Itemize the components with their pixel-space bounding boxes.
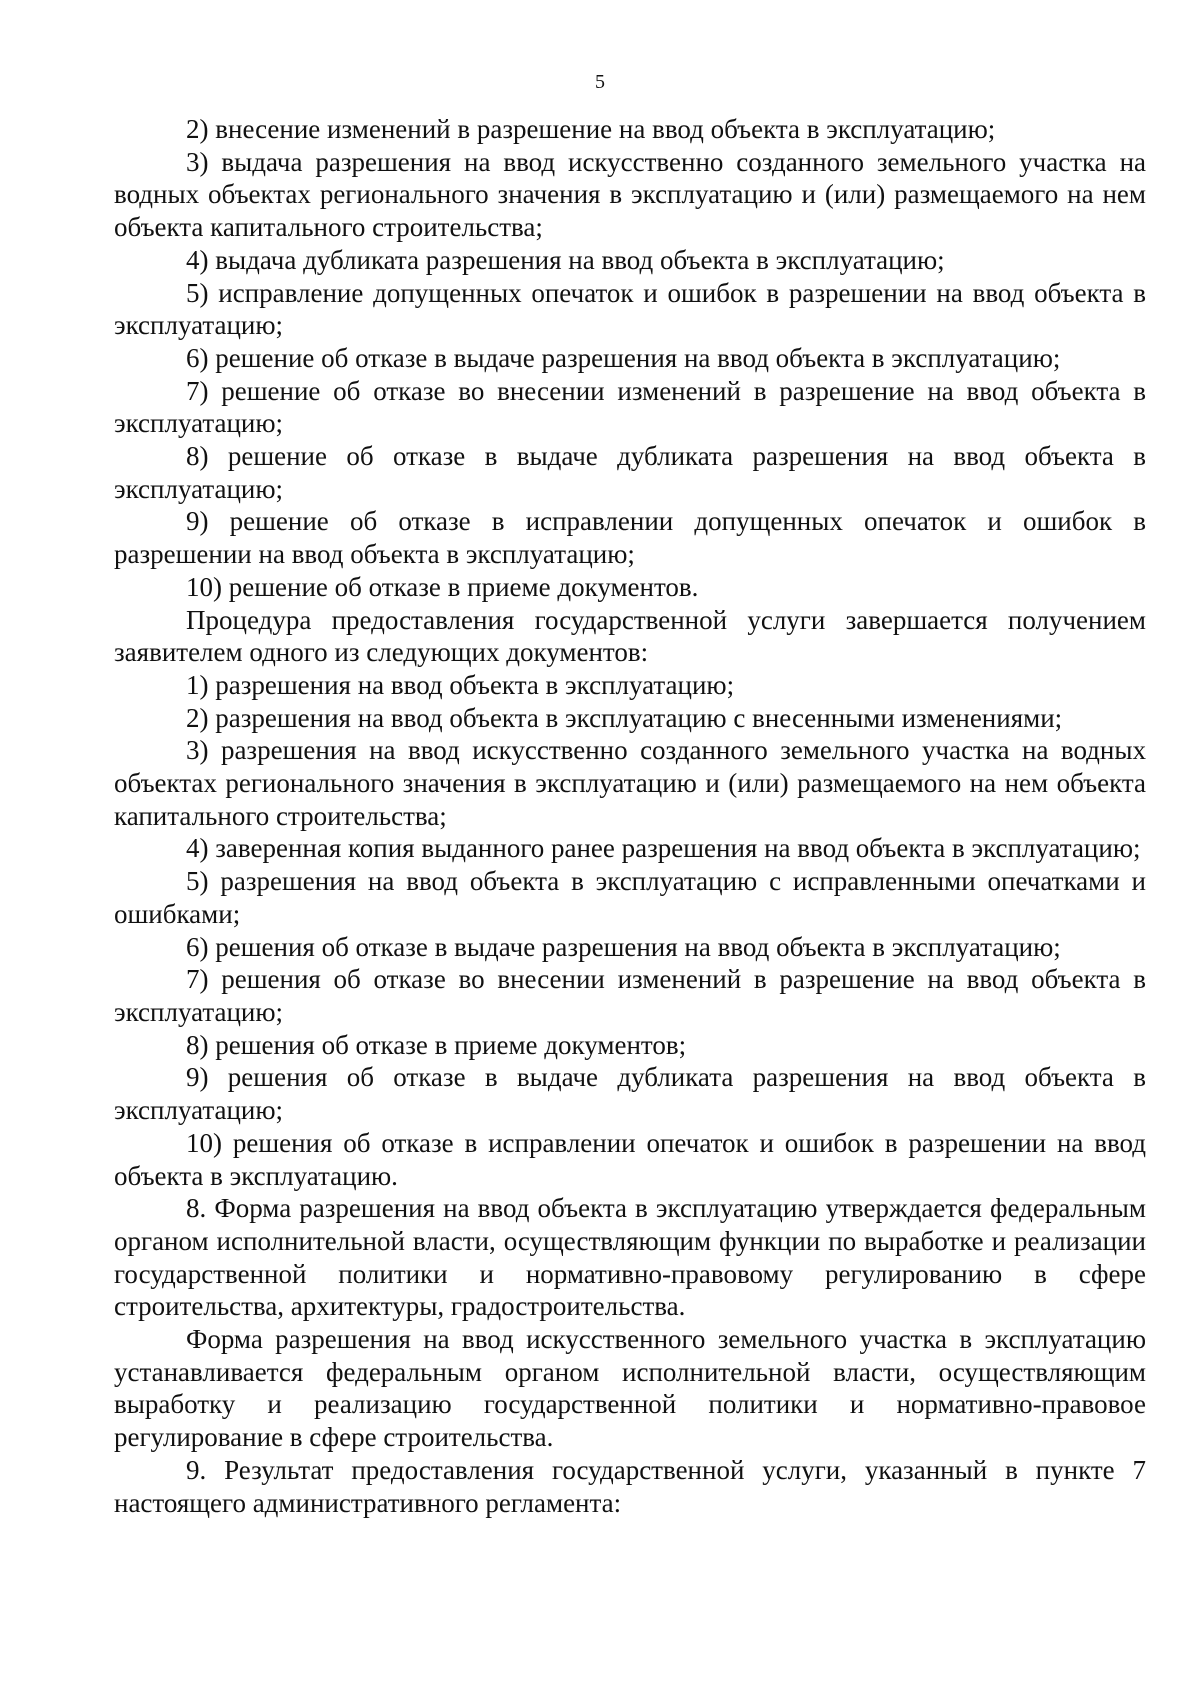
result-item-9: 9) решения об отказе в выдаче дубликата разрешения на ввод объекта в эксплуатацию;	[114, 1062, 1146, 1126]
result-item-1: 1) разрешения на ввод объекта в эксплуатацию;	[186, 669, 735, 700]
result-item-3: 3) разрешения на ввод искусственно созданного земельного участка на водных объектах регионального значения в эксплуатацию и (или) размещаемого на нем объекта капитального строительства;	[114, 735, 1146, 831]
paragraph-item-9: 9) решение об отказе в исправлении допущенных опечаток и ошибок в разрешении на ввод объекта в эксплуатацию;	[114, 506, 1146, 570]
result-item-2: 2) разрешения на ввод объекта в эксплуатацию с внесенными изменениями;	[186, 702, 1063, 733]
paragraph-item-7: 7) решение об отказе во внесении изменений в разрешение на ввод объекта в эксплуатацию;	[114, 375, 1146, 439]
section-8-paragraph: 8. Форма разрешения на ввод объекта в эксплуатацию утверждается федеральным органом исполнительной власти, осуществляющим функции по выработке и реализации государственной политики и нормативно-правовому регулированию в сфере строительства, архитектуры, градостроительства.	[114, 1193, 1146, 1322]
result-item-5: 5) разрешения на ввод объекта в эксплуатацию с исправленными опечатками и ошибками;	[114, 866, 1146, 929]
paragraph-item-2: 2) внесение изменений в разрешение на ввод объекта в эксплуатацию;	[186, 114, 996, 144]
result-item-4: 4) заверенная копия выданного ранее разрешения на ввод объекта в эксплуатацию;	[186, 833, 1141, 864]
paragraph-item-6: 6) решение об отказе в выдаче разрешения на ввод объекта в эксплуатацию;	[186, 342, 1061, 373]
paragraph-item-4: 4) выдача дубликата разрешения на ввод объекта в эксплуатацию;	[186, 244, 945, 275]
result-item-7: 7) решения об отказе во внесении изменений в разрешение на ввод объекта в эксплуатацию;	[114, 964, 1146, 1027]
page-number: 5	[595, 71, 605, 93]
paragraph-item-10: 10) решение об отказе в приеме документов.	[186, 571, 699, 602]
document-body	[114, 113, 1146, 1519]
paragraph-item-5: 5) исправление допущенных опечаток и ошибок в разрешении на ввод объекта в эксплуатацию;	[114, 277, 1146, 341]
paragraph-item-8: 8) решение об отказе в выдаче дубликата разрешения на ввод объекта в эксплуатацию;	[114, 441, 1146, 504]
paragraph-item-3: 3) выдача разрешения на ввод искусственно созданного земельного участка на водных объектах регионального значения в эксплуатацию и (или) размещаемого на нем объекта капитального строительства;	[114, 146, 1146, 243]
result-item-10: 10) решения об отказе в исправлении опечаток и ошибок в разрешении на ввод объекта в эксплуатацию.	[114, 1127, 1146, 1191]
section-9-paragraph: 9. Результат предоставления государственной услуги, указанный в пункте 7 настоящего административного регламента:	[114, 1454, 1146, 1518]
result-item-6: 6) решения об отказе в выдаче разрешения на ввод объекта в эксплуатацию;	[186, 931, 1061, 962]
procedure-paragraph: Процедура предоставления государственной услуги завершается получением заявителем одного из следующих документов:	[114, 604, 1146, 668]
result-item-8: 8) решения об отказе в приеме документов;	[186, 1029, 687, 1060]
land-plot-form-paragraph: Форма разрешения на ввод искусственного земельного участка в эксплуатацию устанавливается федеральным органом исполнительной власти, осуществляющим выработку и реализацию государственной политики и нормативно-правовое регулирование в сфере строительства.	[114, 1324, 1146, 1453]
